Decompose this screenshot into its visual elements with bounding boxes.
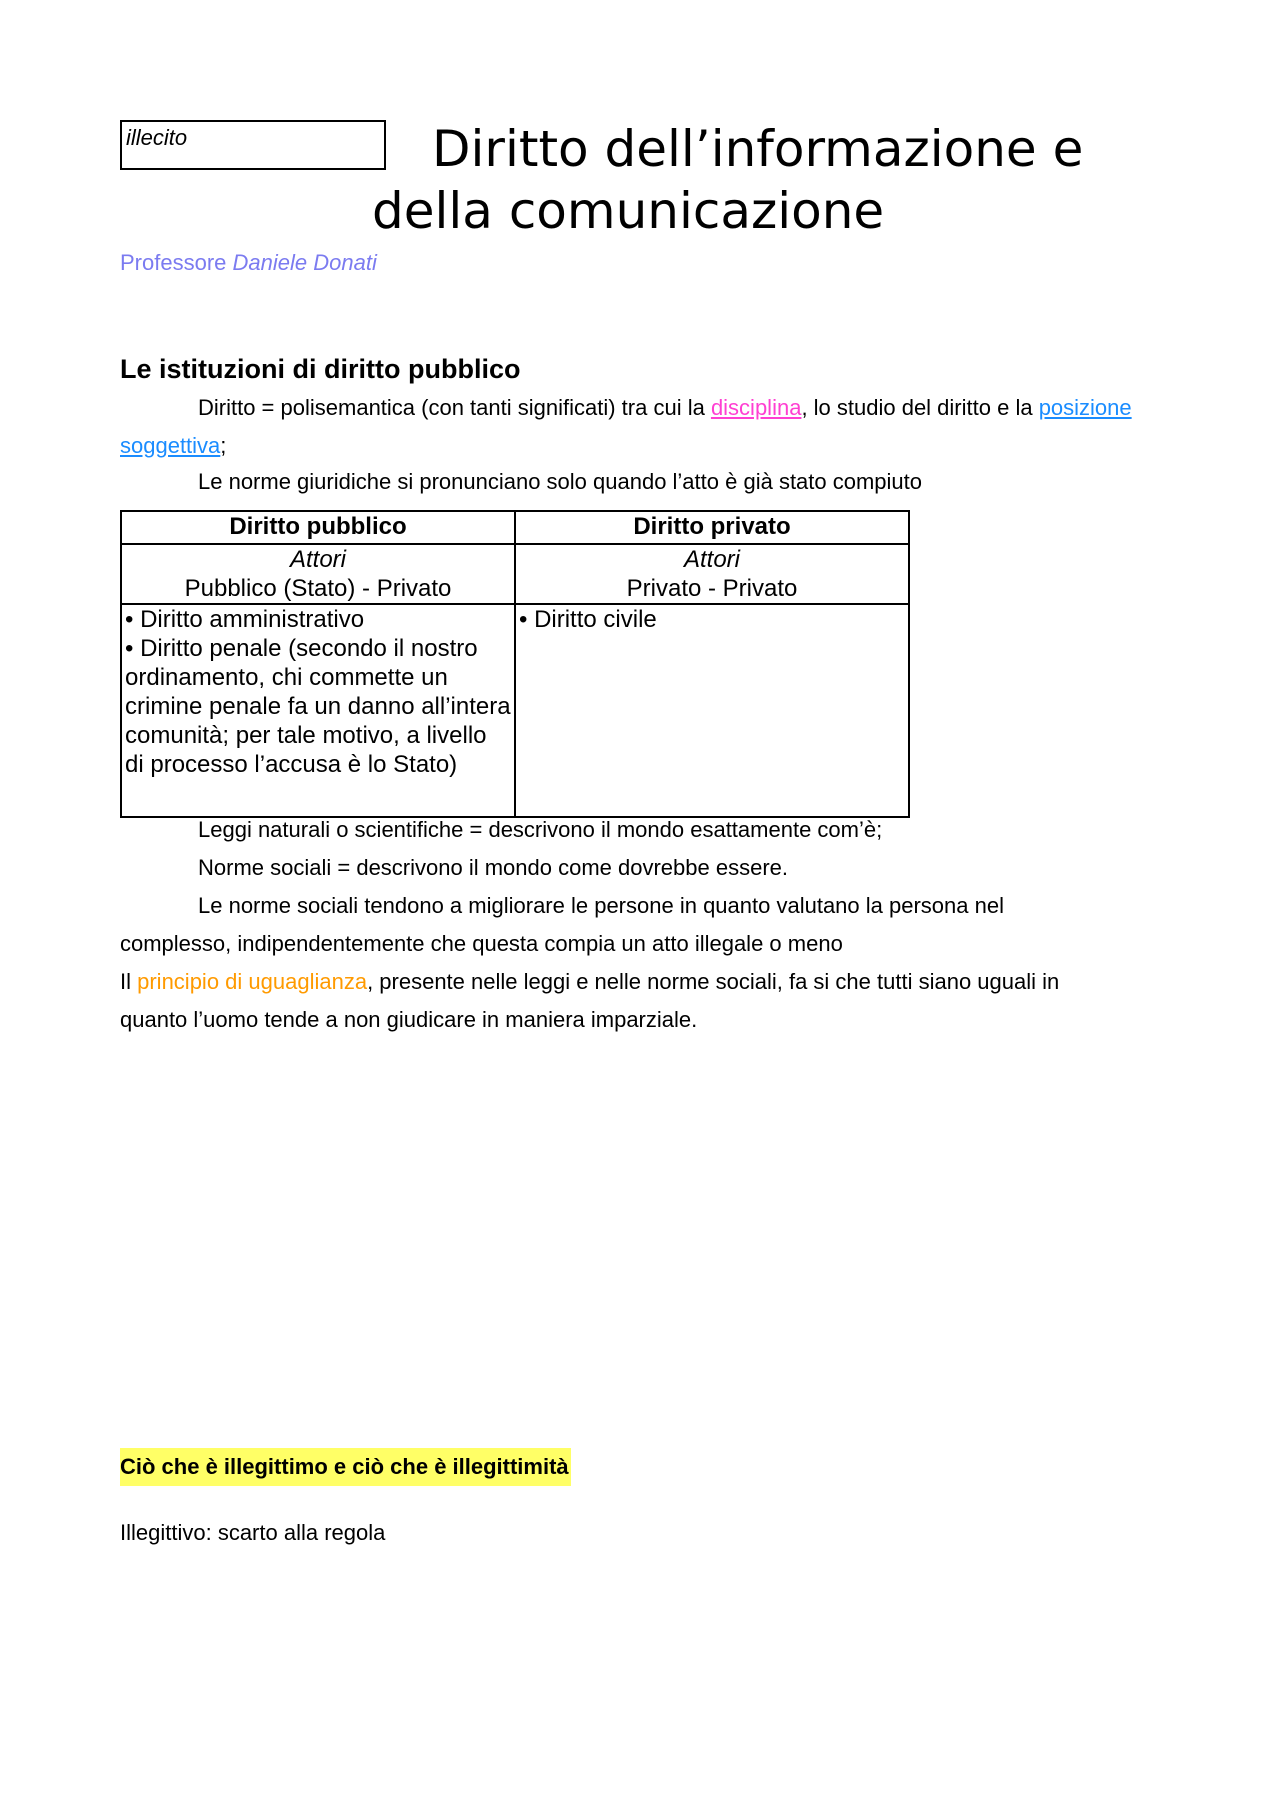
paragraph-norme-sociali [120,811,1140,1039]
p1-text-b: , lo studio del diritto e la [801,395,1039,420]
header-diritto-privato: Diritto privato [515,511,909,544]
table-row-branches [121,604,909,817]
section-title: Le istituzioni di diritto pubblico [120,354,521,384]
table-row-actors [121,544,909,604]
header-diritto-pubblico: Diritto pubblico [121,511,515,544]
professor-name: Daniele Donati [232,250,377,275]
list-item: • Diritto amministrativo [125,606,365,633]
tag-box [120,120,386,170]
keyword-disciplina[interactable]: disciplina [710,395,802,420]
cell-actors-pubblico [121,544,515,604]
line-migliorare: Le norme sociali tendono a migliorare le persone in quanto valutano la persona nel [198,893,1004,918]
line-norme-sociali: Norme sociali = descrivono il mondo come dovrebbe essere. [198,855,789,880]
line-leggi-naturali: Leggi naturali o scientifiche = descrivono il mondo esattamente com’è; [198,817,883,842]
comparison-table [120,510,910,818]
cell-branches-pubblico [121,604,515,817]
table-header-row [121,511,909,544]
keyword-posizione-soggettiva[interactable]: posizione soggettiva [120,395,1132,458]
professor-line [120,250,377,276]
line-illegittivo: Illegittivo: scarto alla regola [120,1520,386,1545]
title-line-1: Diritto dell’informazione e [432,120,1084,178]
paragraph-diritto [120,389,1140,465]
list-item: • Diritto penale (secondo il nostro ordinamento, chi commette un crimine penale fa un danno all’intera comunità; per tale motivo, a livello di processo l’accusa è lo Stato) [125,635,511,778]
line-uguaglianza [120,963,1140,1001]
highlighted-heading: Ciò che è illegittimo e ciò che è illegittimità [120,1448,571,1486]
keyword-principio-uguaglianza[interactable]: principio di uguaglianza [137,969,368,994]
p1-text-c: ; [220,433,227,458]
p1-text-a: Diritto = polisemantica (con tanti significati) tra cui la [198,395,711,420]
professor-label: Professore [120,250,227,275]
cell-actors-privato [515,544,909,604]
actors-value: Privato - Privato [626,575,798,602]
cell-branches-privato [515,604,909,817]
tag-box-text: illecito [126,125,188,150]
paragraph-norme-giuridiche: Le norme giuridiche si pronunciano solo quando l’atto è già stato compiuto [198,469,923,494]
l4-prefix: Il [120,969,138,994]
actors-label: Attori [289,546,346,573]
list-item: • Diritto civile [519,606,657,633]
title-line-2: della comunicazione [372,182,885,240]
line-imparziale: quanto l’uomo tende a non giudicare in maniera imparziale. [120,1007,698,1032]
actors-value: Pubblico (Stato) - Privato [184,575,452,602]
l4-rest: , presente nelle leggi e nelle norme sociali, fa si che tutti siano uguali in [367,969,1060,994]
actors-label: Attori [683,546,740,573]
line-complesso: complesso, indipendentemente che questa compia un atto illegale o meno [120,931,843,956]
